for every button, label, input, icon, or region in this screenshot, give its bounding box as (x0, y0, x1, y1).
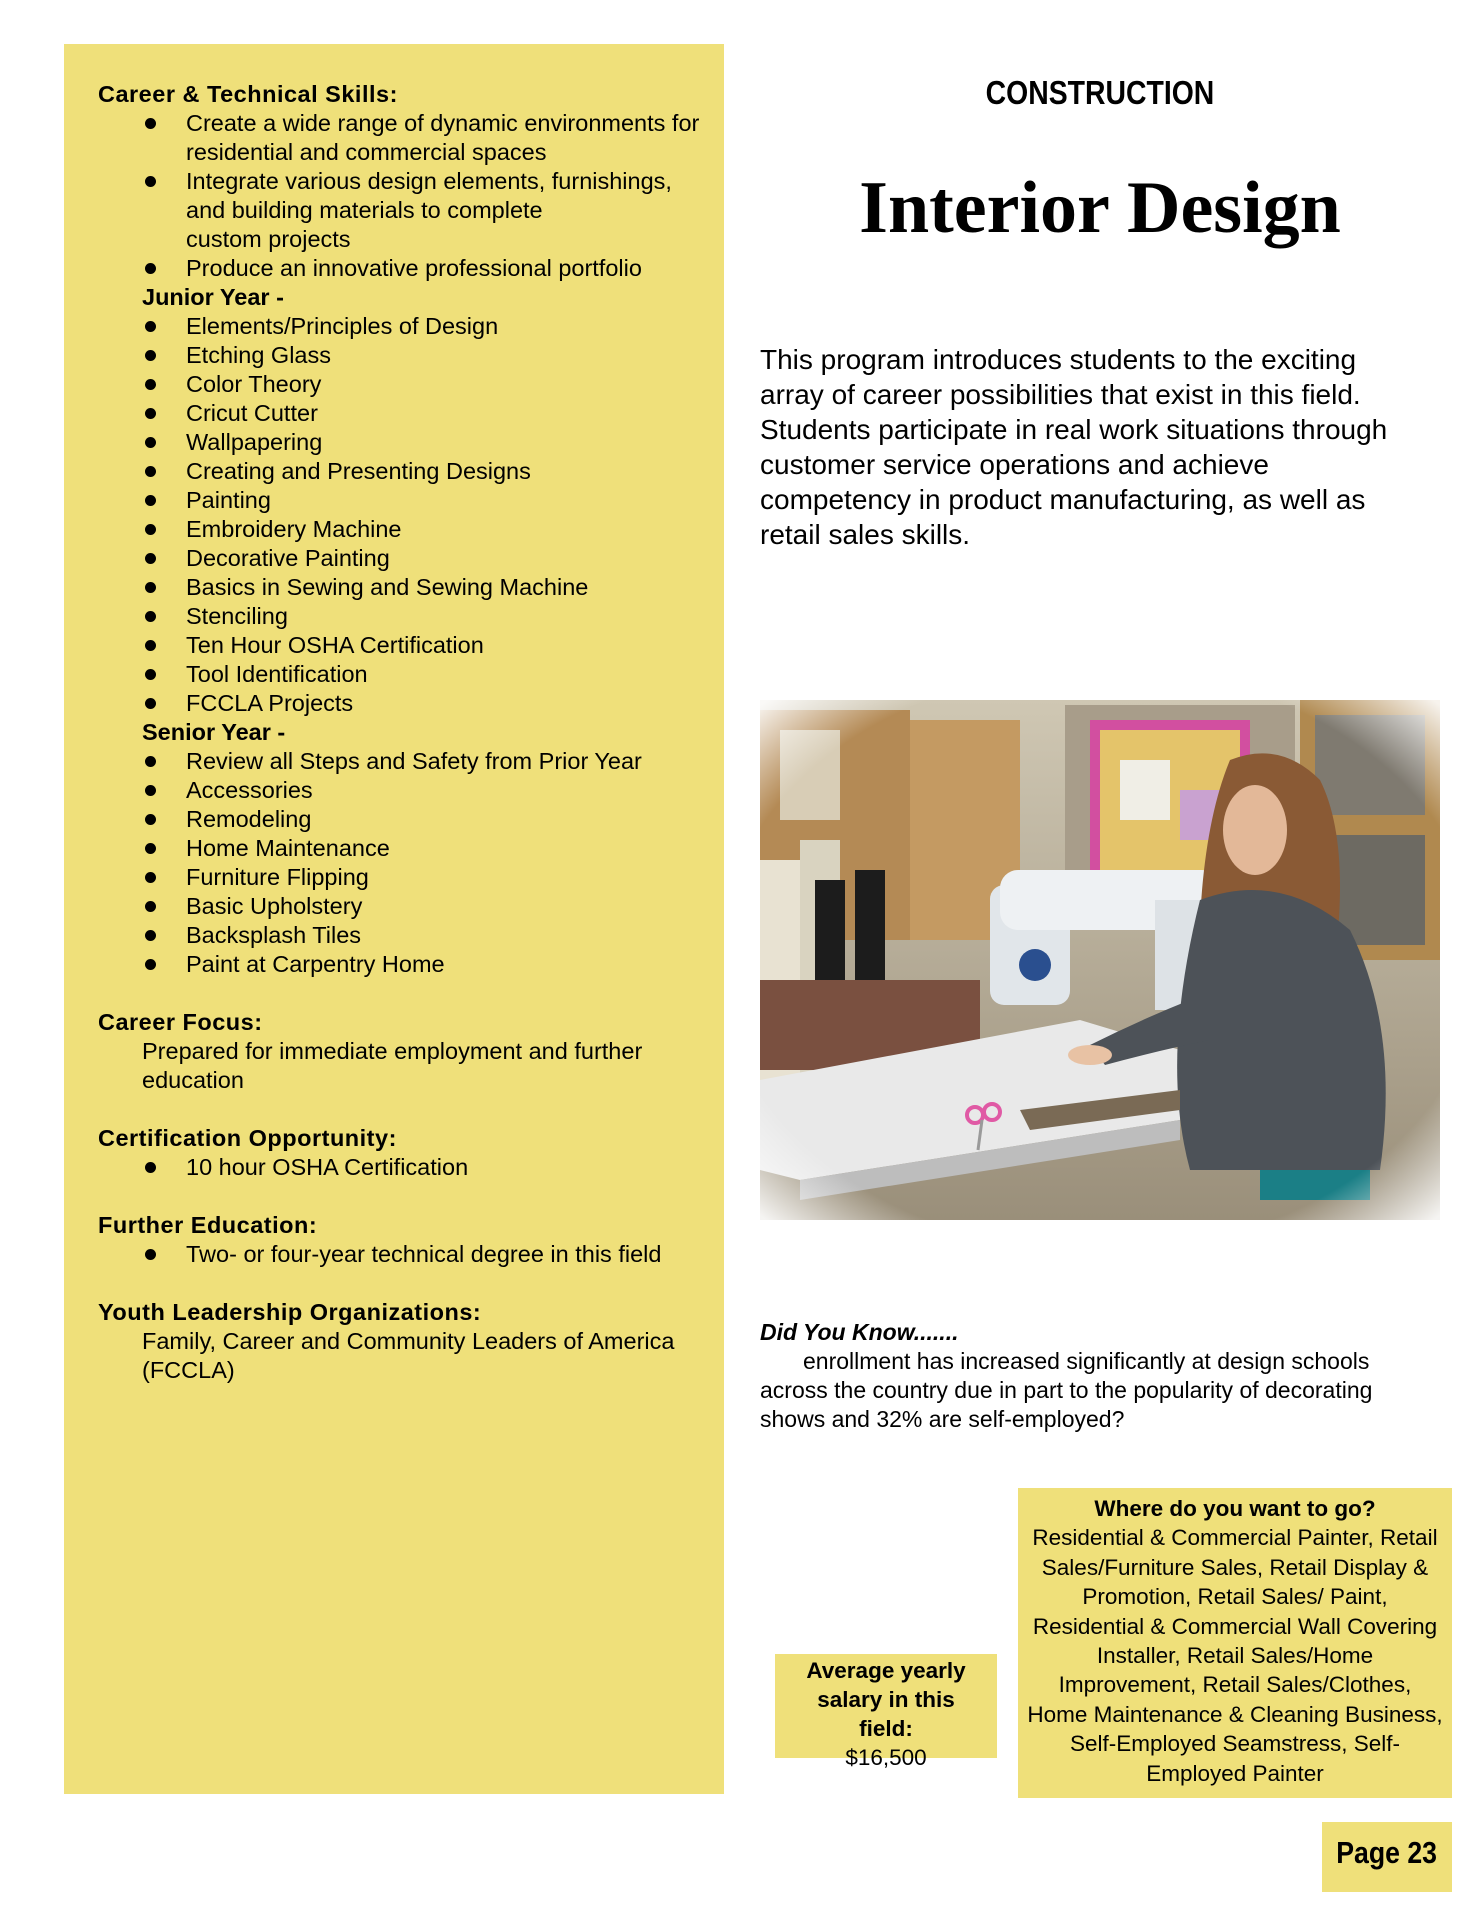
career-focus-text: Prepared for immediate employment and further education (142, 1038, 643, 1093)
list-item: Accessories (98, 776, 724, 805)
list-item: Color Theory (98, 370, 724, 399)
student-sewing-photo (760, 700, 1440, 1220)
list-item: Stenciling (98, 602, 724, 631)
career-focus-heading: Career Focus: (98, 1009, 263, 1035)
bullet-icon (145, 350, 156, 361)
list-item: Paint at Carpentry Home (98, 950, 724, 979)
did-you-know-heading: Did You Know....... (760, 1319, 959, 1345)
bullet-icon (145, 524, 156, 535)
page-number: Page 23 (1322, 1822, 1452, 1892)
bullet-icon (145, 1162, 156, 1173)
bullet-icon (145, 176, 156, 187)
career-destinations-heading: Where do you want to go? (1094, 1496, 1376, 1521)
salary-label-line: field: (859, 1716, 913, 1741)
youth-leadership-text: Family, Career and Community Leaders of America (FCCLA) (142, 1328, 675, 1383)
list-item: Tool Identification (98, 660, 724, 689)
did-you-know-text: enrollment has increased significantly at design schools across the country due in part to the popularity of decorating shows and 32% are self-employed? (760, 1348, 1373, 1432)
bullet-icon (145, 959, 156, 970)
list-item: Backsplash Tiles (98, 921, 724, 950)
list-item: Create a wide range of dynamic environments for residential and commercial spaces (98, 109, 724, 167)
bullet-icon (145, 495, 156, 506)
junior-year-heading: Junior Year - (142, 284, 284, 310)
page-title: Interior Design (859, 167, 1341, 249)
did-you-know-section (760, 1318, 1440, 1434)
program-description: This program introduces students to the exciting array of career possibilities that exist in this field. Students participate in real work situations through customer service operations and achieve competency in product manufacturing, as well as retail sales skills. (760, 344, 1388, 550)
list-item: Integrate various design elements, furnishings, and building materials to complete custom projects (98, 167, 724, 254)
career-destinations-text: Residential & Commercial Painter, Retail Sales/Furniture Sales, Retail Display & Promotion, Retail Sales/ Paint, Residential & Commercial Wall Covering Installer, Retail Sales/Home Improvement, Retail Sales/Clothes, Home Maintenance & Cleaning Business, Self-Employed Seamstress, Self-Employed Painter (1027, 1525, 1443, 1786)
list-item: Review all Steps and Safety from Prior Year (98, 747, 724, 776)
career-destinations-box (1018, 1488, 1452, 1798)
list-item: Decorative Painting (98, 544, 724, 573)
bullet-icon (145, 843, 156, 854)
bullet-icon (145, 118, 156, 129)
further-education-list (98, 1240, 724, 1269)
skills-list (98, 109, 724, 283)
bullet-icon (145, 1249, 156, 1260)
sewing-classroom-illustration (760, 700, 1440, 1220)
left-info-panel (64, 44, 724, 1794)
list-item: Two- or four-year technical degree in this field (98, 1240, 724, 1269)
list-item: Ten Hour OSHA Certification (98, 631, 724, 660)
list-item: FCCLA Projects (98, 689, 724, 718)
bullet-icon (145, 756, 156, 767)
bullet-icon (145, 930, 156, 941)
list-item: Creating and Presenting Designs (98, 457, 724, 486)
youth-leadership-heading: Youth Leadership Organizations: (98, 1299, 482, 1325)
list-item: Wallpapering (98, 428, 724, 457)
list-item: Cricut Cutter (98, 399, 724, 428)
bullet-icon (145, 901, 156, 912)
bullet-icon (145, 785, 156, 796)
list-item: Basic Upholstery (98, 892, 724, 921)
list-item: Home Maintenance (98, 834, 724, 863)
senior-year-list (98, 747, 724, 979)
bullet-icon (145, 872, 156, 883)
bullet-icon (145, 698, 156, 709)
bullet-icon (145, 466, 156, 477)
further-education-heading: Further Education: (98, 1212, 318, 1238)
senior-year-heading: Senior Year - (142, 719, 286, 745)
junior-year-list (98, 312, 724, 718)
skills-heading: Career & Technical Skills: (98, 81, 398, 107)
list-item: Remodeling (98, 805, 724, 834)
bullet-icon (145, 640, 156, 651)
list-item: 10 hour OSHA Certification (98, 1153, 724, 1182)
bullet-icon (145, 553, 156, 564)
category-label: CONSTRUCTION (985, 74, 1215, 111)
bullet-icon (145, 814, 156, 825)
list-item: Furniture Flipping (98, 863, 724, 892)
salary-box (775, 1654, 997, 1770)
bullet-icon (145, 379, 156, 390)
list-item: Elements/Principles of Design (98, 312, 724, 341)
list-item: Etching Glass (98, 341, 724, 370)
bullet-icon (145, 611, 156, 622)
list-item: Basics in Sewing and Sewing Machine (98, 573, 724, 602)
bullet-icon (145, 408, 156, 419)
list-item: Embroidery Machine (98, 515, 724, 544)
bullet-icon (145, 669, 156, 680)
list-item: Painting (98, 486, 724, 515)
bullet-icon (145, 437, 156, 448)
bullet-icon (145, 263, 156, 274)
certification-heading: Certification Opportunity: (98, 1125, 397, 1151)
salary-label-line: Average yearly (806, 1658, 966, 1683)
list-item: Produce an innovative professional portfolio (98, 254, 724, 283)
certification-list (98, 1153, 724, 1182)
bullet-icon (145, 582, 156, 593)
salary-value: $16,500 (845, 1745, 927, 1770)
salary-label-line: salary in this (817, 1687, 955, 1712)
bullet-icon (145, 321, 156, 332)
